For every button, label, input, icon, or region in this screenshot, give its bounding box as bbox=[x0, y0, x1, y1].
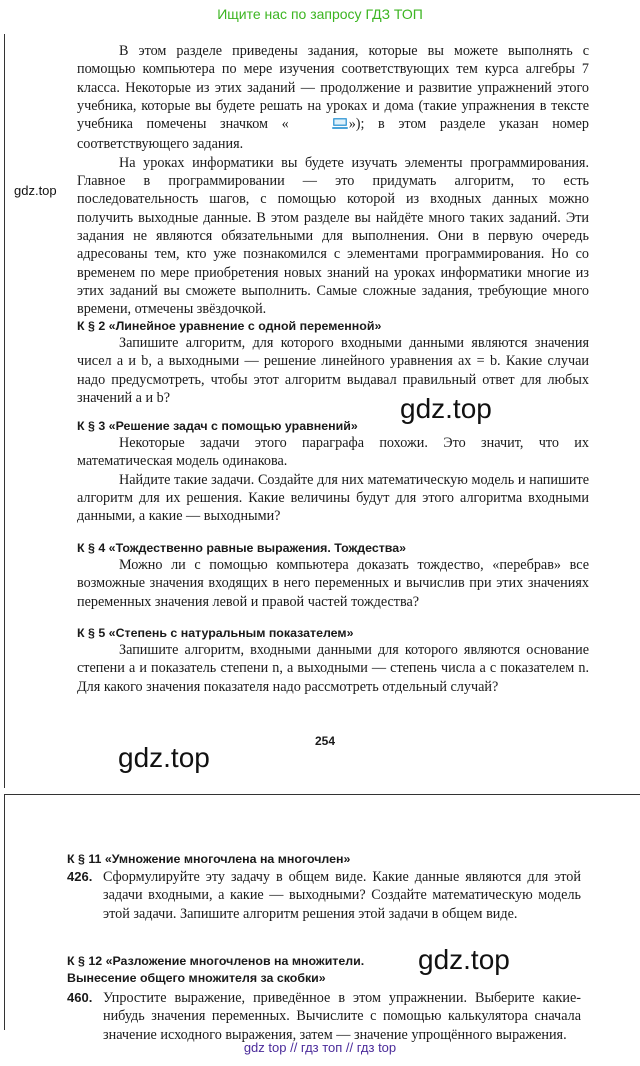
exercise-number: 460. bbox=[67, 990, 93, 1005]
watermark: gdz.top bbox=[118, 742, 210, 773]
section-paragraph: Запишите алгоритм, для которого входными данными являются значения чисел a и b, а выходными — решение линейного уравнения ax = b. Какие случаи надо предусмотреть, чтобы этот алгоритм выдавал правильный ответ для любых значений a и b? bbox=[77, 335, 589, 406]
section-text bbox=[77, 434, 589, 525]
section-paragraph: Некоторые задачи этого параграфа похожи. Это значит, что их математическая модель одинакова. bbox=[77, 435, 589, 470]
section-heading-line-2: Вынесение общего множителя за скобки» bbox=[67, 971, 326, 985]
section-text bbox=[77, 556, 589, 611]
intro-paragraph-1: В этом разделе приведены задания, которые вы можете выполнять с помощью компьютера по мере изучения соответствующих тем курса алгебры 7 класса. Некоторые из этих заданий — продолжение и развитие упражнений этого учебника, которые вы будете решать на уроках и дома (такие упражнения в тексте учебника помечены значком « »); в этом разделе указан номер соответствующего задания. bbox=[77, 43, 589, 153]
watermark: gdz.top bbox=[14, 183, 57, 198]
computer-icon bbox=[289, 117, 349, 135]
section-heading: К § 11 «Умножение многочлена на многочлен» bbox=[67, 852, 351, 866]
section-heading-line-1: К § 12 «Разложение многочленов на множители. bbox=[67, 954, 365, 968]
section-paragraph: Найдите такие задачи. Создайте для них математическую модель и напишите алгоритм для их решения. Какие величины будут для этого алгоритма входными данными, а какие — выходными? bbox=[77, 471, 589, 525]
page-number: 254 bbox=[315, 734, 336, 748]
exercise-text: Сформулируйте эту задачу в общем виде. Какие данные являются для этой задачи входными, а какие — выходными? Создайте математическую модель этой задачи. Запишите алгоритм решения этой задачи в общем виде. bbox=[103, 869, 581, 922]
section-text bbox=[77, 641, 589, 696]
watermark: gdz.top bbox=[400, 393, 492, 424]
watermark: gdz.top bbox=[418, 944, 510, 975]
intro-paragraph-2: На уроках информатики вы будете изучать элементы программирования. Главное в программировании — это придумать алгоритм, то есть последовательность шагов, с помощью которой из входных данных можно получить выходные данные. В этом разделе вы найдёте много таких заданий. Эти задания не являются обязательными для выполнения. Они в первую очередь адресованы тем, кто уже познакомился с элементами программирования. Но со временем по мере приобретения новых знаний на уроках информатики многие из этих заданий вы сможете выполнить. Самые сложные задания, требующие много времени, отмечены звёздочкой. bbox=[77, 154, 589, 318]
section-paragraph: Можно ли с помощью компьютера доказать тождество, «перебрав» все возможные значения входящих в него переменных и вычислив при этих значениях переменных значения левой и правой частей тождества? bbox=[77, 557, 589, 610]
section-heading: К § 4 «Тождественно равные выражения. Тождества» bbox=[77, 541, 407, 555]
exercise-number: 426. bbox=[67, 869, 93, 884]
section-paragraph: Запишите алгоритм, входными данными для которого являются основание степени a и показатель степени n, а выходными — степень числа a с показателем n. Для какого значения показателя надо рассмотреть отдельный случай? bbox=[77, 642, 589, 695]
exercise-426 bbox=[67, 868, 581, 942]
intro-text bbox=[77, 42, 589, 318]
section-heading: К § 2 «Линейное уравнение с одной переменной» bbox=[77, 319, 382, 333]
exercise-460 bbox=[67, 989, 581, 1043]
exercise-text: Упростите выражение, приведённое в этом упражнении. Выберите какие-нибудь значения переменных. Вычислите с помощью калькулятора сначала значение исходного выражения, затем — значение упрощённого выражения. bbox=[103, 990, 581, 1043]
top-banner[interactable]: Ищите нас по запросу ГДЗ ТОП bbox=[217, 6, 423, 22]
section-heading: К § 3 «Решение задач с помощью уравнений» bbox=[77, 419, 358, 433]
section-heading: К § 5 «Степень с натуральным показателем» bbox=[77, 626, 354, 640]
textbook-page-next bbox=[4, 794, 640, 1043]
footer-links[interactable]: gdz top // гдз топ // гдз top bbox=[243, 1040, 397, 1055]
section-text bbox=[77, 334, 589, 407]
textbook-page-254 bbox=[4, 34, 640, 788]
